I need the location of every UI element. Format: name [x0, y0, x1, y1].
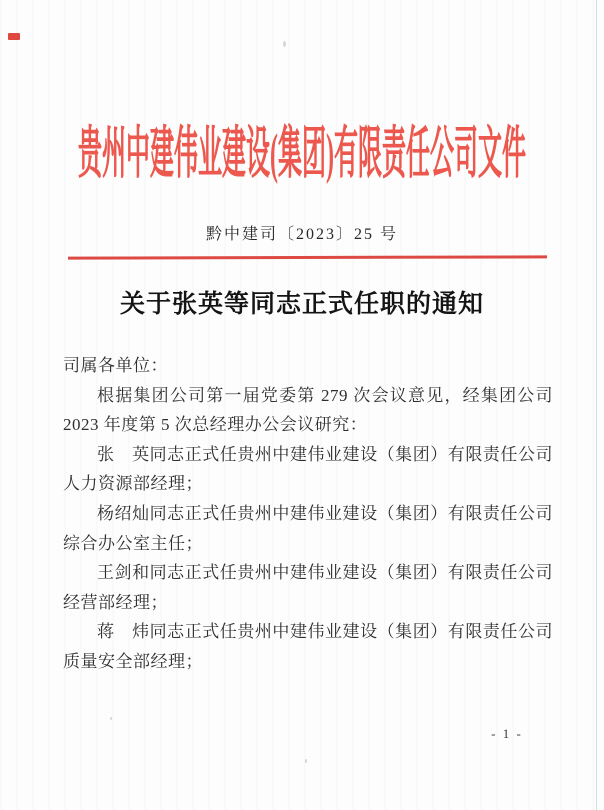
scan-artifact: [305, 759, 307, 763]
notice-paragraph: 王剑和同志正式任贵州中建伟业建设（集团）有限责任公司经营部经理；: [63, 563, 553, 612]
notice-paragraph: 蒋 炜同志正式任贵州中建伟业建设（集团）有限责任公司质量安全部经理；: [63, 622, 553, 671]
letterhead-org-title-text: 贵州中建伟业建设(集团)有限责任公司文件: [78, 124, 526, 186]
salutation: 司属各单位：: [63, 356, 168, 375]
notice-paragraph: 根据集团公司第一届党委第 279 次会议意见，经集团公司 2023 年度第 5 次总经理办公会议研究：: [63, 385, 553, 435]
notice-paragraph: 张 英同志正式任贵州中建伟业建设（集团）有限责任公司人力资源部经理；: [63, 444, 553, 494]
document-number: 黔中建司〔2023〕25 号: [205, 226, 398, 243]
page-number: - 1 -: [491, 726, 523, 741]
red-divider-line: [68, 255, 547, 259]
red-corner-mark: [8, 33, 20, 40]
scan-artifact: [110, 717, 112, 720]
notice-paragraph: 杨绍灿同志正式任贵州中建伟业建设（集团）有限责任公司综合办公室主任；: [63, 503, 553, 553]
letterhead-org-title: [0, 106, 604, 186]
notice-paragraphs: [63, 381, 553, 677]
scan-artifact: [283, 41, 286, 47]
scan-edge-line: [596, 0, 597, 810]
notice-title: 关于张英等同志正式任职的通知: [119, 291, 484, 318]
notice-body: [63, 351, 553, 677]
